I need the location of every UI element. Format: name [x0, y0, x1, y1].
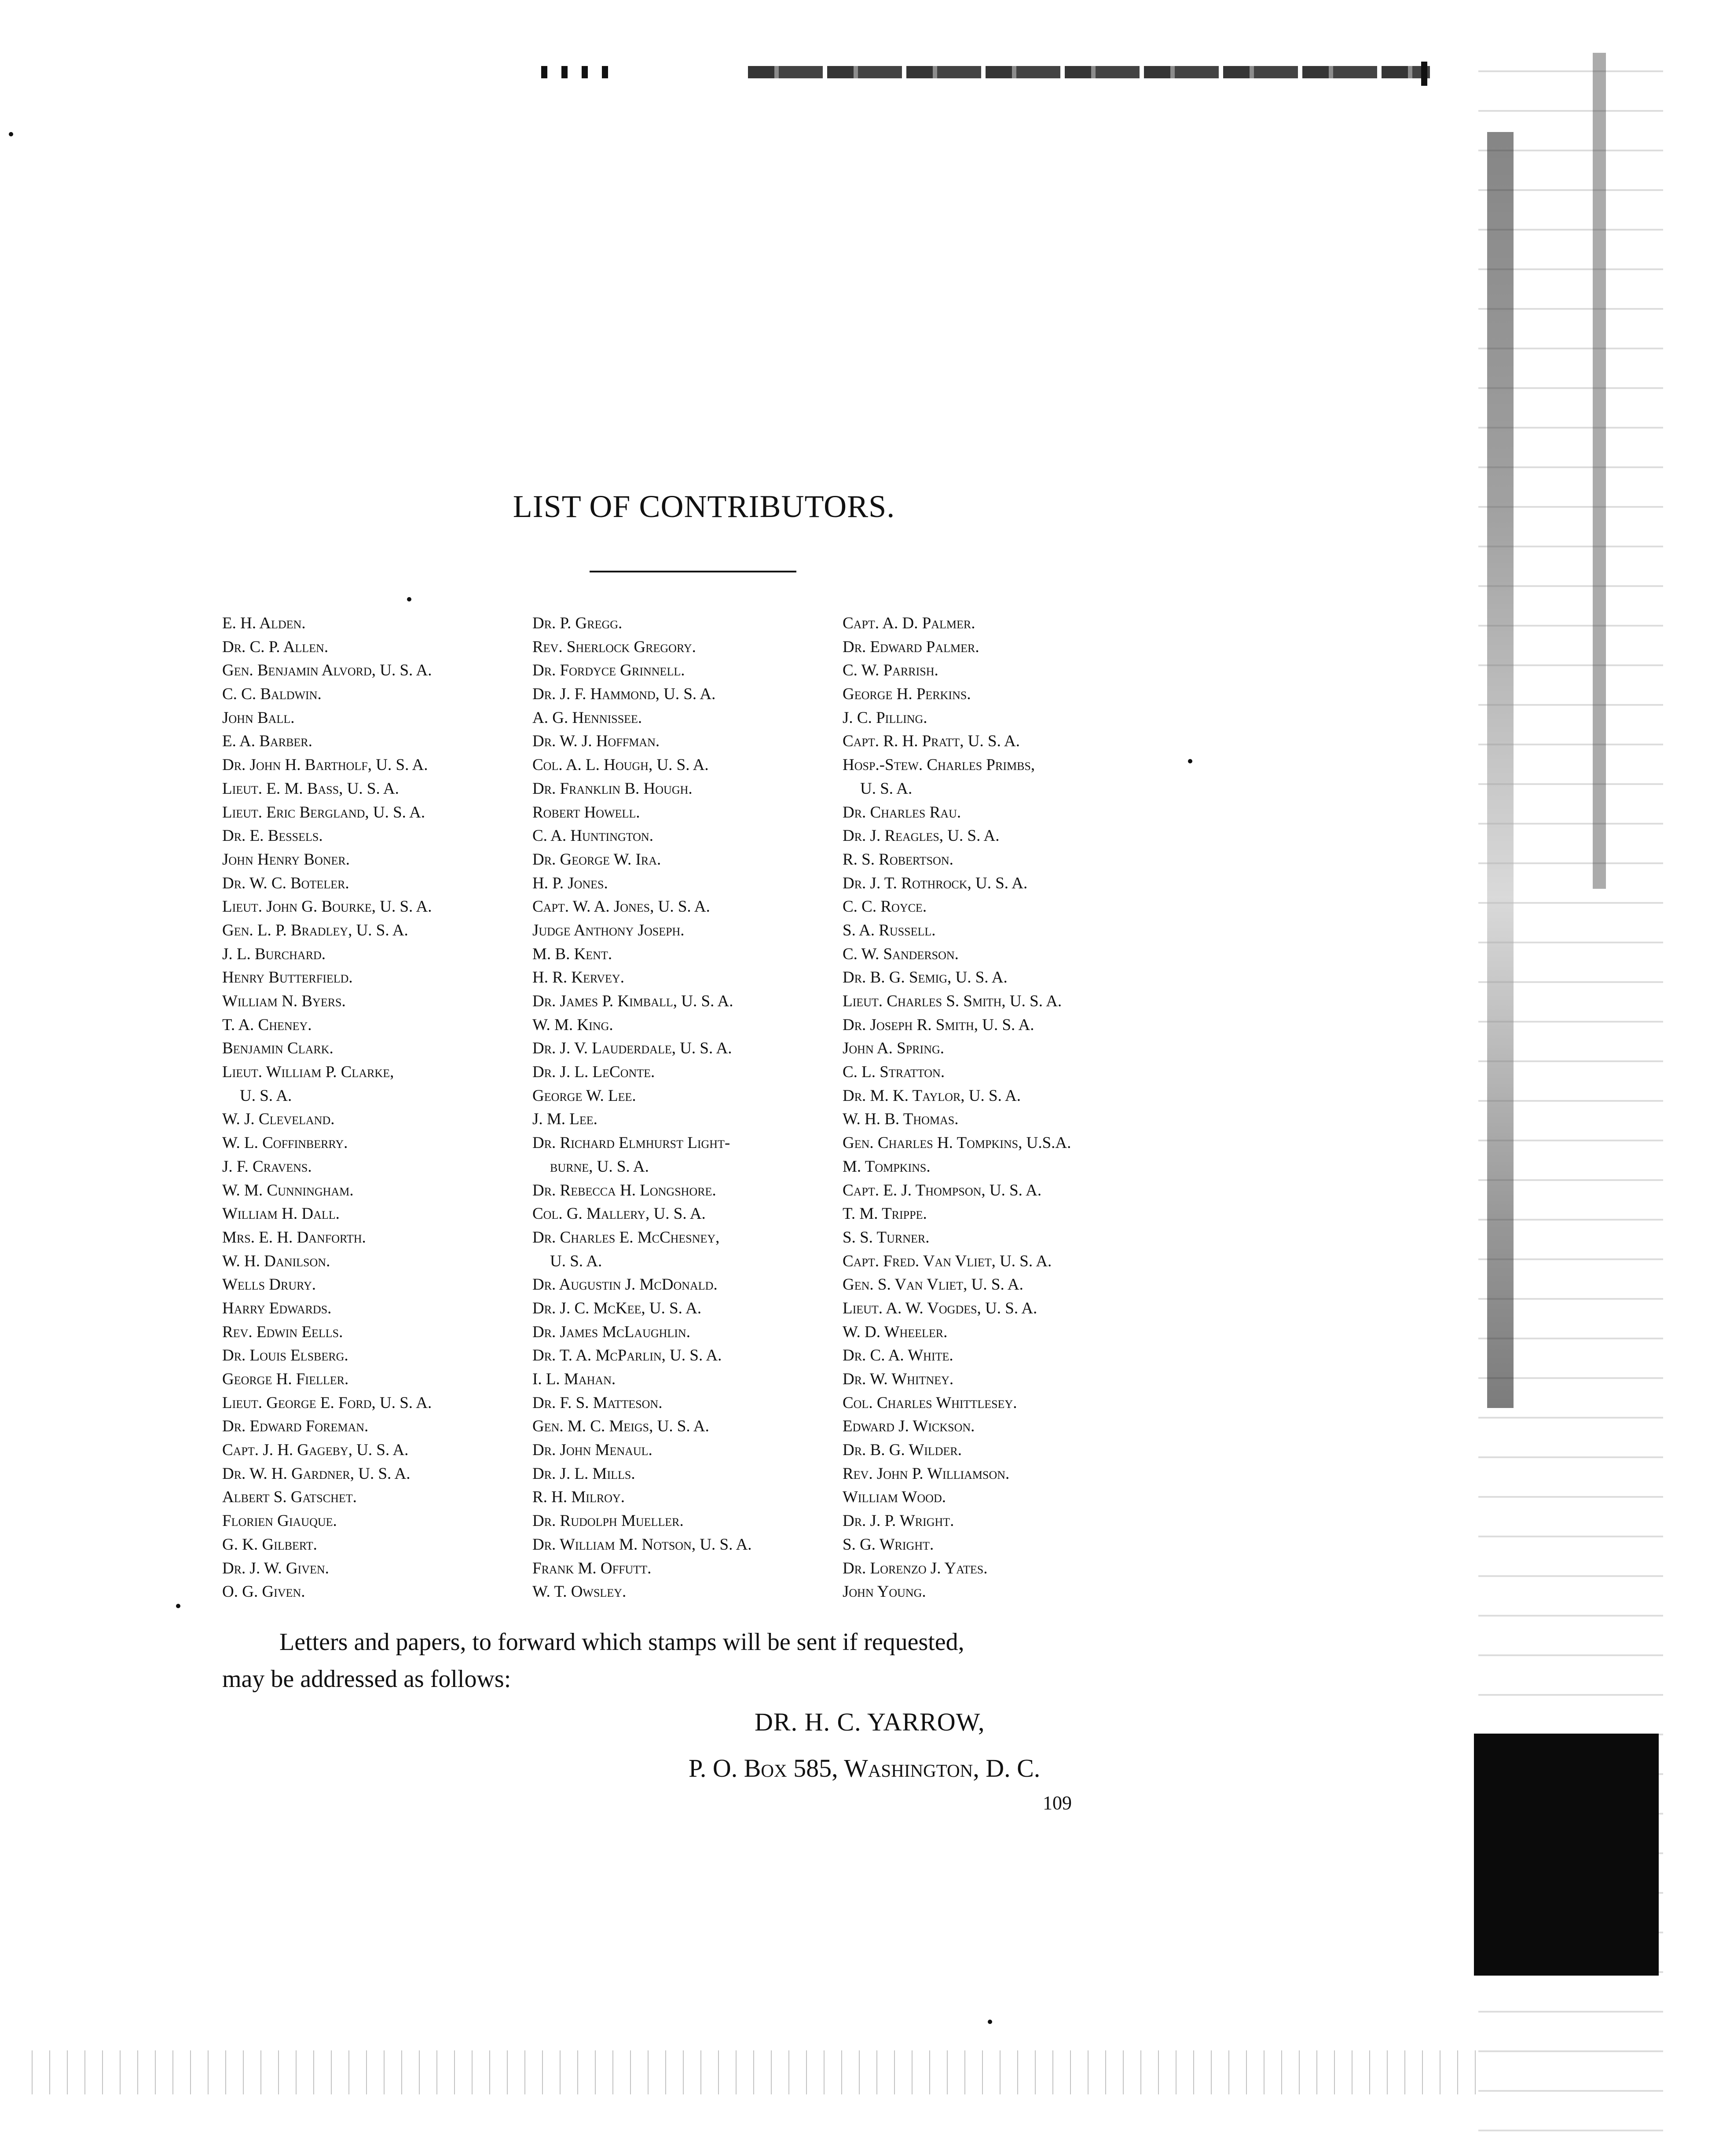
- contributor-entry: Dr. Joseph R. Smith, U. S. A.: [843, 1016, 1034, 1034]
- contributor-entry: George H. Perkins.: [843, 685, 971, 704]
- contributor-entry: Henry Butterfield.: [222, 968, 353, 987]
- contributor-entry: burne, U. S. A.: [550, 1157, 649, 1176]
- contributor-entry: Dr. W. C. Boteler.: [222, 874, 349, 892]
- contributor-entry: Dr. J. P. Wright.: [843, 1512, 954, 1530]
- contributor-entry: John A. Spring.: [843, 1039, 944, 1058]
- contributor-entry: Dr. Edward Palmer.: [843, 638, 979, 656]
- contributor-entry: T. A. Cheney.: [222, 1016, 312, 1034]
- contributor-entry: M. B. Kent.: [532, 945, 612, 963]
- contributor-entry: U. S. A.: [550, 1252, 602, 1270]
- closing-note-line-2: may be addressed as follows:: [222, 1665, 511, 1693]
- contributor-entry: Capt. R. H. Pratt, U. S. A.: [843, 732, 1020, 751]
- contributor-entry: Wells Drury.: [222, 1276, 316, 1294]
- contributor-entry: Capt. E. J. Thompson, U. S. A.: [843, 1181, 1042, 1199]
- contributor-entry: J. F. Cravens.: [222, 1157, 312, 1176]
- contributor-entry: G. K. Gilbert.: [222, 1535, 317, 1554]
- scan-artifact-top-mark: [1421, 62, 1427, 86]
- contributor-entry: Lieut. A. W. Vogdes, U. S. A.: [843, 1299, 1037, 1317]
- contributors-column-1: [222, 612, 530, 1604]
- contributor-entry: Capt. W. A. Jones, U. S. A.: [532, 898, 710, 916]
- contributor-entry: C. A. Huntington.: [532, 827, 653, 845]
- contributor-entry: Dr. Louis Elsberg.: [222, 1346, 348, 1365]
- contributor-entry: E. A. Barber.: [222, 732, 312, 751]
- contributor-entry: John Young.: [843, 1583, 926, 1601]
- contributor-entry: C. W. Parrish.: [843, 661, 938, 680]
- contributor-entry: Gen. S. Van Vliet, U. S. A.: [843, 1276, 1023, 1294]
- contributor-entry: Dr. Richard Elmhurst Light-: [532, 1134, 730, 1152]
- contributor-entry: R. S. Robertson.: [843, 850, 953, 869]
- contributor-entry: William H. Dall.: [222, 1205, 340, 1223]
- scan-speck: [176, 1604, 180, 1608]
- contributor-entry: J. M. Lee.: [532, 1110, 597, 1129]
- contributor-entry: George W. Lee.: [532, 1086, 636, 1105]
- contributor-entry: Dr. Augustin J. McDonald.: [532, 1276, 718, 1294]
- contributor-entry: Dr. W. J. Hoffman.: [532, 732, 660, 751]
- contributor-entry: Dr. J. F. Hammond, U. S. A.: [532, 685, 716, 704]
- contributor-entry: Dr. J. V. Lauderdale, U. S. A.: [532, 1039, 732, 1058]
- contributor-entry: Gen. Charles H. Tompkins, U.S.A.: [843, 1134, 1071, 1152]
- contributor-entry: Lieut. William P. Clarke,: [222, 1063, 394, 1082]
- contributor-entry: H. R. Kervey.: [532, 968, 624, 987]
- scan-speck: [988, 2020, 992, 2024]
- contributor-entry: W. T. Owsley.: [532, 1583, 627, 1601]
- contributor-entry: Dr. Fordyce Grinnell.: [532, 661, 685, 680]
- contributor-entry: Dr. C. P. Allen.: [222, 638, 329, 656]
- contributor-entry: Dr. William M. Notson, U. S. A.: [532, 1535, 752, 1554]
- contributor-entry: C. L. Stratton.: [843, 1063, 945, 1082]
- contributor-entry: Dr. John Menaul.: [532, 1441, 652, 1459]
- contributor-entry: Dr. John H. Bartholf, U. S. A.: [222, 756, 428, 774]
- contributor-entry: Dr. E. Bessels.: [222, 827, 323, 845]
- scan-artifact-top-left-rule: [541, 66, 616, 78]
- contributor-entry: Col. Charles Whittlesey.: [843, 1393, 1017, 1412]
- contributor-entry: M. Tompkins.: [843, 1157, 931, 1176]
- contributor-entry: Dr. C. A. White.: [843, 1346, 953, 1365]
- contributor-entry: Rev. Edwin Eells.: [222, 1323, 343, 1341]
- scan-speck: [9, 132, 13, 136]
- contributor-entry: Dr. J. L. LeConte.: [532, 1063, 655, 1082]
- contributor-entry: Lieut. E. M. Bass, U. S. A.: [222, 779, 399, 798]
- scan-artifact-top-rule: [748, 66, 1430, 78]
- contributor-entry: W. M. King.: [532, 1016, 613, 1034]
- contributor-entry: H. P. Jones.: [532, 874, 608, 892]
- contributor-entry: T. M. Trippe.: [843, 1205, 927, 1223]
- signature-address: P. O. Box 585, Washington, D. C.: [689, 1754, 1041, 1782]
- contributor-entry: Dr. M. K. Taylor, U. S. A.: [843, 1086, 1021, 1105]
- contributor-entry: Hosp.-Stew. Charles Primbs,: [843, 756, 1035, 774]
- scan-speck: [407, 597, 411, 601]
- contributor-entry: W. J. Cleveland.: [222, 1110, 335, 1129]
- contributor-entry: Gen. M. C. Meigs, U. S. A.: [532, 1417, 709, 1436]
- contributor-entry: Dr. Franklin B. Hough.: [532, 779, 693, 798]
- contributor-entry: Dr. P. Gregg.: [532, 614, 623, 632]
- contributor-entry: W. H. B. Thomas.: [843, 1110, 959, 1129]
- contributor-entry: Mrs. E. H. Danforth.: [222, 1228, 366, 1247]
- contributor-entry: Lieut. Eric Bergland, U. S. A.: [222, 803, 425, 821]
- contributor-entry: C. C. Baldwin.: [222, 685, 322, 704]
- closing-note: [222, 1624, 1146, 1698]
- contributor-entry: Dr. Charles Rau.: [843, 803, 961, 821]
- contributor-entry: George H. Fieller.: [222, 1370, 349, 1388]
- contributor-entry: C. W. Sanderson.: [843, 945, 959, 963]
- contributor-entry: A. G. Hennissee.: [532, 708, 642, 727]
- scan-artifact-black-block: [1474, 1734, 1659, 1976]
- contributor-entry: Dr. J. L. Mills.: [532, 1464, 635, 1483]
- contributor-entry: J. L. Burchard.: [222, 945, 326, 963]
- contributor-entry: Dr. Edward Foreman.: [222, 1417, 369, 1436]
- contributor-entry: W. M. Cunningham.: [222, 1181, 354, 1199]
- contributor-entry: Rev. John P. Williamson.: [843, 1464, 1010, 1483]
- contributor-entry: Rev. Sherlock Gregory.: [532, 638, 696, 656]
- contributors-column-2: [532, 612, 840, 1604]
- contributor-entry: Dr. J. C. McKee, U. S. A.: [532, 1299, 702, 1317]
- contributor-entry: Dr. James McLaughlin.: [532, 1323, 690, 1341]
- contributor-entry: W. D. Wheeler.: [843, 1323, 948, 1341]
- contributors-list: [222, 612, 1287, 1606]
- contributor-entry: C. C. Royce.: [843, 898, 927, 916]
- contributor-entry: Judge Anthony Joseph.: [532, 921, 685, 939]
- contributor-entry: Benjamin Clark.: [222, 1039, 334, 1058]
- contributor-entry: Dr. James P. Kimball, U. S. A.: [532, 992, 733, 1010]
- contributor-entry: Dr. J. Reagles, U. S. A.: [843, 827, 1000, 845]
- contributor-entry: Gen. Benjamin Alvord, U. S. A.: [222, 661, 432, 680]
- contributor-entry: J. C. Pilling.: [843, 708, 927, 727]
- contributor-entry: S. S. Turner.: [843, 1228, 930, 1247]
- contributor-entry: Dr. F. S. Matteson.: [532, 1393, 663, 1412]
- contributor-entry: Florien Giauque.: [222, 1512, 337, 1530]
- page-title: LIST OF CONTRIBUTORS.: [513, 489, 895, 524]
- contributor-entry: E. H. Alden.: [222, 614, 306, 632]
- contributor-entry: O. G. Given.: [222, 1583, 305, 1601]
- contributor-entry: Dr. B. G. Wilder.: [843, 1441, 962, 1459]
- contributor-entry: Dr. J. T. Rothrock, U. S. A.: [843, 874, 1028, 892]
- contributor-entry: Dr. W. Whitney.: [843, 1370, 954, 1388]
- contributor-entry: William N. Byers.: [222, 992, 346, 1010]
- contributor-entry: Capt. J. H. Gageby, U. S. A.: [222, 1441, 409, 1459]
- contributor-entry: Capt. A. D. Palmer.: [843, 614, 975, 632]
- contributors-column-3: [843, 612, 1159, 1604]
- contributor-entry: Lieut. John G. Bourke, U. S. A.: [222, 898, 432, 916]
- contributor-entry: Dr. Rudolph Mueller.: [532, 1512, 684, 1530]
- contributor-entry: Dr. Charles E. McChesney,: [532, 1228, 720, 1247]
- contributor-entry: Col. A. L. Hough, U. S. A.: [532, 756, 709, 774]
- signature-name: DR. H. C. YARROW,: [755, 1708, 985, 1736]
- contributor-entry: W. H. Danilson.: [222, 1252, 330, 1270]
- contributor-entry: Dr. B. G. Semig, U. S. A.: [843, 968, 1008, 987]
- contributor-entry: Dr. T. A. McParlin, U. S. A.: [532, 1346, 722, 1365]
- contributor-entry: U. S. A.: [860, 779, 913, 798]
- contributor-entry: Capt. Fred. Van Vliet, U. S. A.: [843, 1252, 1052, 1270]
- scan-artifact-bottom-edge: [26, 2050, 1478, 2094]
- contributor-entry: Albert S. Gatschet.: [222, 1488, 357, 1507]
- contributor-entry: Lieut. George E. Ford, U. S. A.: [222, 1393, 432, 1412]
- contributor-entry: Dr. George W. Ira.: [532, 850, 661, 869]
- contributor-entry: Dr. W. H. Gardner, U. S. A.: [222, 1464, 411, 1483]
- contributor-entry: S. G. Wright.: [843, 1535, 934, 1554]
- closing-note-line-1: Letters and papers, to forward which stamps will be sent if requested,: [279, 1628, 964, 1656]
- contributor-entry: S. A. Russell.: [843, 921, 936, 939]
- contributor-entry: John Ball.: [222, 708, 295, 727]
- contributor-entry: Harry Edwards.: [222, 1299, 332, 1317]
- contributor-entry: W. L. Coffinberry.: [222, 1134, 348, 1152]
- scan-artifact-right-shadow: [1487, 132, 1514, 1408]
- contributor-entry: Gen. L. P. Bradley, U. S. A.: [222, 921, 408, 939]
- contributor-entry: John Henry Boner.: [222, 850, 350, 869]
- contributor-entry: U. S. A.: [240, 1086, 292, 1105]
- contributor-entry: Dr. J. W. Given.: [222, 1559, 329, 1577]
- contributor-entry: I. L. Mahan.: [532, 1370, 616, 1388]
- contributor-entry: Dr. Lorenzo J. Yates.: [843, 1559, 988, 1577]
- contributor-entry: Dr. Rebecca H. Longshore.: [532, 1181, 716, 1199]
- contributor-entry: Edward J. Wickson.: [843, 1417, 975, 1436]
- contributor-entry: Col. G. Mallery, U. S. A.: [532, 1205, 706, 1223]
- scan-artifact-right-bar: [1593, 53, 1606, 889]
- page-number: 109: [1043, 1792, 1072, 1814]
- contributor-entry: William Wood.: [843, 1488, 946, 1507]
- contributor-entry: Frank M. Offutt.: [532, 1559, 652, 1577]
- contributor-entry: R. H. Milroy.: [532, 1488, 625, 1507]
- contributor-entry: Robert Howell.: [532, 803, 640, 821]
- contributor-entry: Lieut. Charles S. Smith, U. S. A.: [843, 992, 1062, 1010]
- title-underline-rule: [590, 571, 796, 572]
